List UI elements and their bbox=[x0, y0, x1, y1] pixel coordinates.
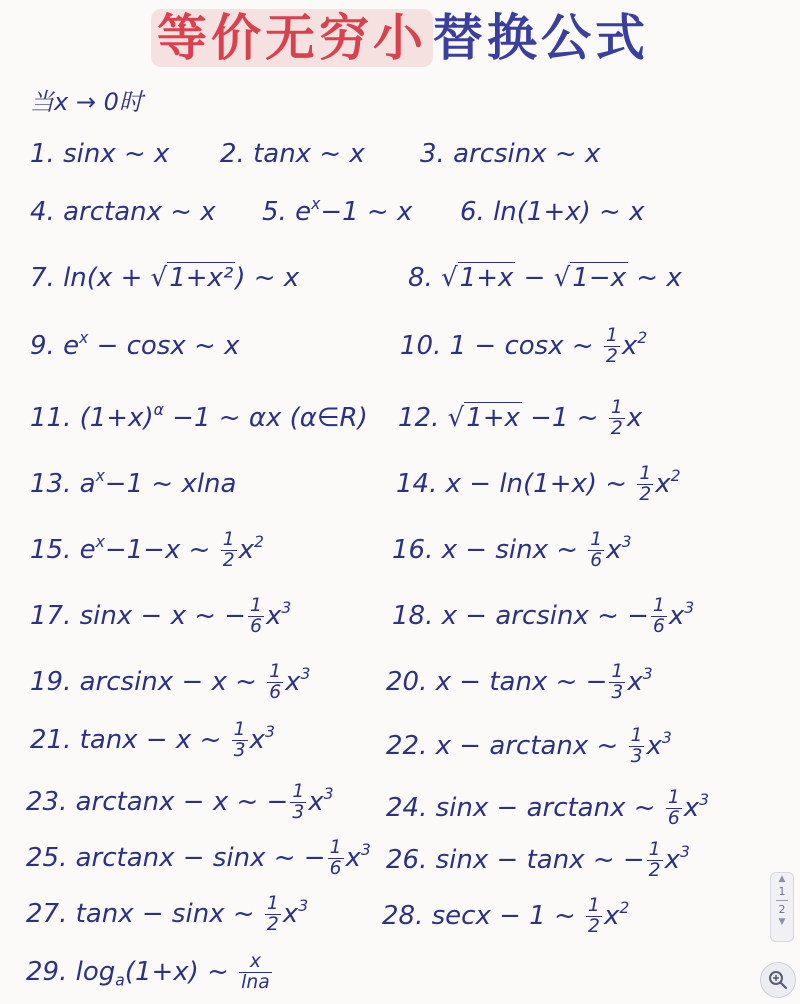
formula-text: −1 ~ αx (α∈R) bbox=[163, 403, 368, 433]
numerator: 1 bbox=[233, 719, 246, 741]
fraction bbox=[651, 596, 667, 636]
formula-number: 18. bbox=[392, 601, 434, 631]
numerator: 1 bbox=[611, 661, 624, 683]
formula-text: −1 ~ xlna bbox=[104, 469, 237, 499]
fraction bbox=[586, 896, 602, 936]
fraction bbox=[232, 720, 248, 760]
formula-text: tanx ~ x bbox=[253, 139, 365, 169]
formula-text: arcsinx − x ~ bbox=[79, 667, 266, 697]
formula-number: 8. bbox=[408, 263, 433, 293]
formula-text: x − sinx ~ bbox=[441, 535, 587, 565]
formula-13 bbox=[30, 464, 236, 504]
formula-number: 7. bbox=[30, 263, 55, 293]
fraction bbox=[609, 662, 625, 702]
fraction bbox=[328, 838, 344, 878]
triangle-down-icon[interactable]: ▼ bbox=[778, 917, 786, 927]
formula-number: 4. bbox=[30, 197, 55, 227]
numerator: 1 bbox=[250, 595, 262, 617]
formula-text: x bbox=[683, 793, 700, 823]
formula-text: tanx − sinx ~ bbox=[75, 899, 263, 929]
fraction bbox=[588, 530, 604, 570]
radicand: 1+x² bbox=[169, 263, 234, 293]
numerator: 1 bbox=[329, 837, 342, 859]
formula-text: x bbox=[603, 901, 620, 931]
formula-text: x bbox=[308, 787, 324, 817]
fraction bbox=[221, 530, 237, 570]
formula-20 bbox=[386, 662, 653, 703]
formula-5 bbox=[262, 192, 412, 232]
formula-number: 1. bbox=[30, 139, 55, 169]
denominator: lna bbox=[241, 972, 270, 993]
formula-text: x bbox=[655, 469, 671, 499]
formula-text: x bbox=[238, 535, 254, 565]
formula-text: x bbox=[668, 601, 685, 631]
denominator: 3 bbox=[233, 740, 246, 761]
formula-18 bbox=[392, 596, 694, 637]
formula-text: (1+x) bbox=[79, 403, 154, 433]
formula-number: 10. bbox=[400, 331, 442, 361]
denominator: 6 bbox=[329, 858, 342, 879]
formula-number: 17. bbox=[30, 601, 72, 631]
fraction bbox=[629, 726, 645, 766]
formula-10 bbox=[400, 326, 647, 367]
denominator: 2 bbox=[639, 484, 652, 505]
formula-number: 28. bbox=[382, 901, 424, 931]
square-root: √1+x bbox=[447, 403, 520, 433]
exponent: 2 bbox=[670, 467, 681, 486]
denominator: 3 bbox=[630, 746, 643, 767]
exponent: x bbox=[95, 467, 105, 486]
exponent: 3 bbox=[298, 897, 309, 916]
formula-15 bbox=[30, 530, 264, 571]
condition-text: 当x → 0时 bbox=[30, 88, 143, 116]
square-root: √1+x bbox=[441, 263, 514, 293]
formula-text: x bbox=[606, 535, 622, 565]
fraction bbox=[290, 782, 306, 822]
page-divider bbox=[776, 900, 788, 901]
formula-number: 15. bbox=[30, 535, 72, 565]
numerator: 1 bbox=[266, 893, 279, 915]
numerator: 1 bbox=[648, 839, 661, 861]
denominator: 3 bbox=[611, 682, 624, 703]
exponent: x bbox=[95, 533, 105, 552]
formula-text: x − tanx ~ − bbox=[435, 667, 608, 697]
numerator: 1 bbox=[588, 895, 600, 917]
formula-number: 27. bbox=[26, 899, 68, 929]
formula-number: 2. bbox=[220, 139, 245, 169]
denominator: 3 bbox=[292, 802, 305, 823]
formula-number: 14. bbox=[396, 469, 438, 499]
exponent: 3 bbox=[621, 533, 632, 552]
formula-text: x bbox=[345, 843, 361, 873]
formula-text: (1+x) ~ bbox=[124, 957, 238, 987]
fraction bbox=[637, 464, 653, 504]
exponent: α bbox=[153, 401, 164, 420]
formula-4 bbox=[30, 192, 216, 232]
formula-text: e bbox=[295, 197, 312, 227]
formula-11 bbox=[30, 398, 368, 438]
numerator: 1 bbox=[292, 781, 305, 803]
exponent: 3 bbox=[661, 729, 672, 748]
formula-text: − bbox=[515, 263, 554, 293]
denominator: 2 bbox=[605, 346, 618, 367]
formula-text: −1−x ~ bbox=[104, 535, 219, 565]
triangle-up-icon[interactable]: ▲ bbox=[778, 874, 786, 884]
formula-text: secx − 1 ~ bbox=[431, 901, 585, 931]
formula-text: x − ln(1+x) ~ bbox=[445, 469, 636, 499]
formula-14 bbox=[396, 464, 681, 505]
formula-text: tanx − x ~ bbox=[79, 725, 230, 755]
formula-number: 13. bbox=[30, 469, 72, 499]
formula-number: 23. bbox=[26, 787, 68, 817]
denominator: 6 bbox=[667, 808, 680, 829]
fraction bbox=[239, 952, 272, 992]
fraction bbox=[604, 326, 620, 366]
formula-number: 26. bbox=[386, 845, 428, 875]
formula-text: arctanx − sinx ~ − bbox=[75, 843, 326, 873]
formula-28 bbox=[382, 896, 629, 937]
title-rest: 替换公式 bbox=[433, 9, 649, 67]
numerator: 1 bbox=[630, 725, 643, 747]
exponent: 2 bbox=[253, 533, 264, 552]
formula-8 bbox=[408, 258, 682, 298]
numerator: 1 bbox=[590, 529, 603, 551]
formula-text: sinx − x ~ − bbox=[79, 601, 247, 631]
formula-text: − cosx ~ x bbox=[88, 331, 240, 361]
exponent: x bbox=[311, 195, 321, 214]
denominator: 2 bbox=[588, 916, 600, 937]
radicand: 1−x bbox=[572, 263, 626, 293]
exponent: 3 bbox=[281, 599, 292, 618]
formula-text: sinx ~ x bbox=[63, 139, 170, 169]
fraction bbox=[267, 662, 283, 702]
square-root: √1+x² bbox=[150, 263, 234, 293]
exponent: 3 bbox=[300, 665, 311, 684]
formula-text: x bbox=[249, 725, 265, 755]
denominator: 2 bbox=[648, 860, 661, 881]
formula-number: 25. bbox=[26, 843, 68, 873]
formula-number: 12. bbox=[398, 403, 440, 433]
denominator: 2 bbox=[610, 418, 623, 439]
formula-text: x bbox=[626, 403, 643, 433]
formula-number: 29. bbox=[26, 957, 68, 987]
formula-text: −1 ~ x bbox=[320, 197, 413, 227]
formula-2 bbox=[220, 134, 365, 174]
radicand: 1+x bbox=[466, 403, 520, 433]
formula-19 bbox=[30, 662, 310, 703]
formula-number: 24. bbox=[386, 793, 428, 823]
formula-text: x bbox=[627, 667, 643, 697]
formula-text: log bbox=[75, 957, 116, 987]
formula-9 bbox=[30, 326, 239, 366]
fraction bbox=[609, 398, 625, 438]
zoom-in-icon bbox=[768, 970, 788, 990]
exponent: 3 bbox=[264, 723, 275, 742]
fraction bbox=[265, 894, 281, 934]
exponent: x bbox=[79, 329, 89, 348]
fraction bbox=[248, 596, 264, 636]
formula-26 bbox=[386, 840, 690, 881]
page-scroll-indicator[interactable] bbox=[770, 872, 794, 942]
formula-text: ln(x + bbox=[63, 263, 151, 293]
formula-text: 1 − cosx ~ bbox=[449, 331, 602, 361]
formula-text: x − arcsinx ~ − bbox=[441, 601, 649, 631]
numerator: 1 bbox=[610, 397, 623, 419]
numerator: 1 bbox=[222, 529, 235, 551]
denominator: 2 bbox=[222, 550, 235, 571]
zoom-button[interactable] bbox=[760, 962, 796, 998]
fraction bbox=[666, 788, 682, 828]
formula-text: arctanx ~ x bbox=[63, 197, 216, 227]
formula-text: arcsinx ~ x bbox=[453, 139, 601, 169]
denominator: 6 bbox=[269, 682, 282, 703]
exponent: 3 bbox=[684, 599, 695, 618]
numerator: 1 bbox=[605, 325, 618, 347]
exponent: 2 bbox=[619, 899, 630, 918]
formula-text: sinx − tanx ~ − bbox=[435, 845, 645, 875]
formula-12 bbox=[398, 398, 642, 439]
formula-number: 16. bbox=[392, 535, 434, 565]
formula-number: 6. bbox=[460, 197, 485, 227]
subscript: a bbox=[115, 971, 125, 990]
formula-number: 20. bbox=[386, 667, 428, 697]
formula-text: x bbox=[664, 845, 680, 875]
page-title bbox=[0, 6, 800, 70]
denominator: 6 bbox=[652, 616, 665, 637]
square-root: √1−x bbox=[553, 263, 626, 293]
formula-3 bbox=[420, 134, 600, 174]
formula-number: 11. bbox=[30, 403, 72, 433]
formula-text: ln(1+x) ~ x bbox=[493, 197, 645, 227]
exponent: 3 bbox=[323, 785, 334, 804]
numerator: x bbox=[239, 952, 272, 973]
formula-22 bbox=[386, 726, 672, 767]
exponent: 2 bbox=[637, 329, 648, 348]
exponent: 3 bbox=[642, 665, 653, 684]
formula-24 bbox=[386, 788, 709, 829]
formula-number: 21. bbox=[30, 725, 72, 755]
formula-text: e bbox=[63, 331, 80, 361]
denominator: 2 bbox=[266, 914, 279, 935]
numerator: 1 bbox=[667, 787, 680, 809]
exponent: 3 bbox=[679, 843, 690, 862]
formula-text: ) ~ x bbox=[235, 263, 300, 293]
formula-text: −1 ~ bbox=[521, 403, 607, 433]
formula-text: x bbox=[282, 899, 299, 929]
formula-27 bbox=[26, 894, 308, 935]
formula-text: arctanx − x ~ − bbox=[75, 787, 289, 817]
formula-text: x bbox=[285, 667, 301, 697]
formula-21 bbox=[30, 720, 275, 761]
page-current: 1 bbox=[778, 885, 786, 898]
numerator: 1 bbox=[269, 661, 282, 683]
numerator: 1 bbox=[652, 595, 665, 617]
formula-text: ~ x bbox=[628, 263, 682, 293]
formula-number: 5. bbox=[262, 197, 287, 227]
formula-text: x bbox=[265, 601, 282, 631]
formula-number: 22. bbox=[386, 731, 428, 761]
formula-number: 9. bbox=[30, 331, 55, 361]
formula-text: e bbox=[79, 535, 96, 565]
formula-17 bbox=[30, 596, 291, 637]
formula-16 bbox=[392, 530, 632, 571]
exponent: 3 bbox=[699, 791, 710, 810]
formula-text: a bbox=[79, 469, 96, 499]
formula-23 bbox=[26, 782, 334, 823]
formula-number: 3. bbox=[420, 139, 445, 169]
denominator: 6 bbox=[590, 550, 603, 571]
exponent: 3 bbox=[360, 841, 371, 860]
formula-25 bbox=[26, 838, 371, 879]
formula-1 bbox=[30, 134, 169, 174]
formula-text: x − arctanx ~ bbox=[435, 731, 627, 761]
formula-text: sinx − arctanx ~ bbox=[435, 793, 664, 823]
radicand: 1+x bbox=[459, 263, 514, 293]
formula-text: x bbox=[646, 731, 662, 761]
title-highlight: 等价无穷小 bbox=[151, 9, 433, 67]
formula-7 bbox=[30, 258, 299, 298]
fraction bbox=[647, 840, 663, 880]
formula-text: x bbox=[621, 331, 638, 361]
formula-29 bbox=[26, 952, 274, 993]
formula-6 bbox=[460, 192, 644, 232]
formula-number: 19. bbox=[30, 667, 72, 697]
numerator: 1 bbox=[639, 463, 652, 485]
denominator: 6 bbox=[250, 616, 262, 637]
page-total: 2 bbox=[778, 903, 786, 916]
